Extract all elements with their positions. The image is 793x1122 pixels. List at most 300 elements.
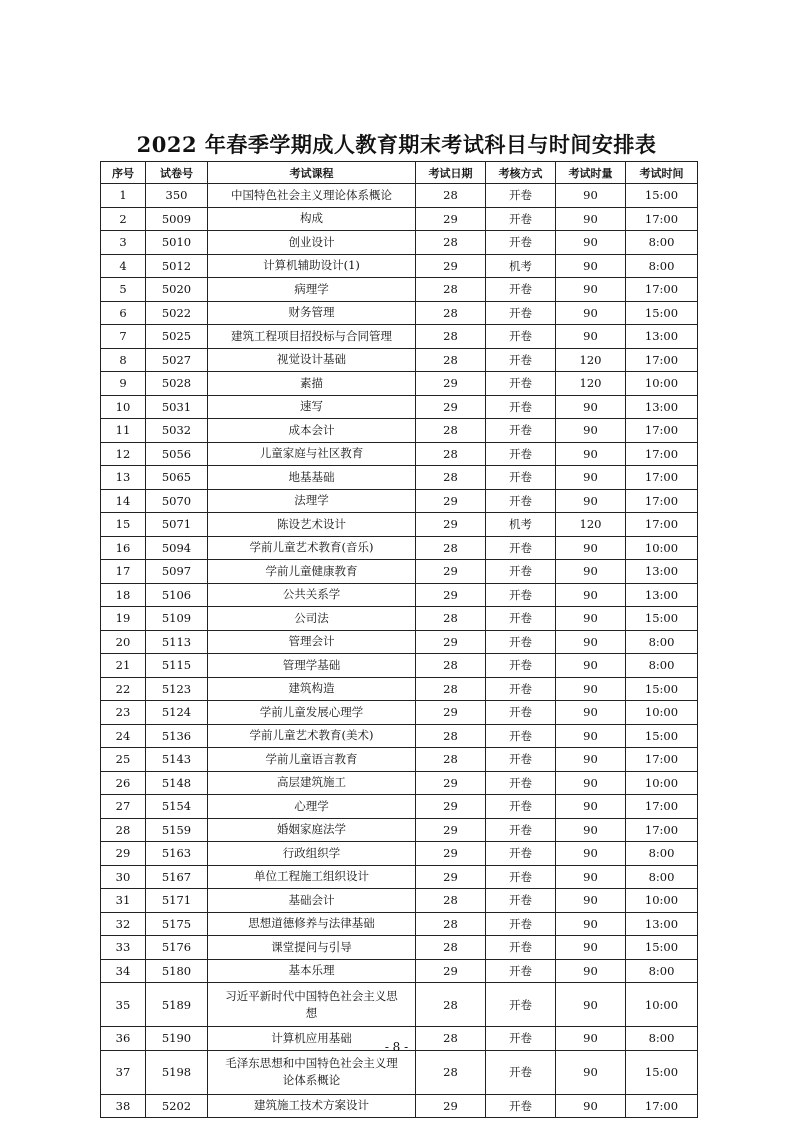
cell-seq: 1: [101, 184, 146, 208]
cell-paper-no: 5190: [146, 1027, 208, 1051]
cell-method: 开卷: [486, 607, 556, 631]
cell-duration: 90: [556, 207, 626, 231]
table-row: [101, 372, 698, 396]
cell-seq: 29: [101, 842, 146, 866]
cell-date: 29: [416, 771, 486, 795]
cell-method: 机考: [486, 254, 556, 278]
cell-date: 28: [416, 748, 486, 772]
cell-seq: 32: [101, 912, 146, 936]
cell-date: 28: [416, 607, 486, 631]
cell-paper-no: 5115: [146, 654, 208, 678]
cell-paper-no: 5025: [146, 325, 208, 349]
cell-paper-no: 5010: [146, 231, 208, 255]
cell-method: 开卷: [486, 231, 556, 255]
cell-course: 病理学: [208, 278, 416, 302]
cell-paper-no: 5032: [146, 419, 208, 443]
cell-seq: 19: [101, 607, 146, 631]
cell-time: 15:00: [626, 301, 698, 325]
cell-method: 开卷: [486, 184, 556, 208]
cell-seq: 15: [101, 513, 146, 537]
cell-time: 13:00: [626, 325, 698, 349]
cell-method: 开卷: [486, 654, 556, 678]
cell-seq: 36: [101, 1027, 146, 1051]
cell-method: 开卷: [486, 630, 556, 654]
table-row: [101, 325, 698, 349]
cell-duration: 90: [556, 795, 626, 819]
cell-method: 开卷: [486, 912, 556, 936]
cell-duration: 120: [556, 372, 626, 396]
cell-date: 28: [416, 936, 486, 960]
cell-time: 15:00: [626, 936, 698, 960]
cell-time: 17:00: [626, 748, 698, 772]
cell-paper-no: 5148: [146, 771, 208, 795]
cell-duration: 90: [556, 325, 626, 349]
cell-duration: 90: [556, 654, 626, 678]
cell-method: 机考: [486, 513, 556, 537]
cell-course: 建筑施工技术方案设计: [208, 1094, 416, 1118]
cell-method: 开卷: [486, 936, 556, 960]
table-row: [101, 536, 698, 560]
cell-time: 17:00: [626, 466, 698, 490]
cell-seq: 25: [101, 748, 146, 772]
cell-method: 开卷: [486, 889, 556, 913]
column-header-time: 考试时间: [626, 162, 698, 184]
cell-paper-no: 5202: [146, 1094, 208, 1118]
cell-time: 17:00: [626, 513, 698, 537]
cell-course: 思想道德修养与法律基础: [208, 912, 416, 936]
cell-seq: 17: [101, 560, 146, 584]
table-row: [101, 842, 698, 866]
cell-duration: 90: [556, 254, 626, 278]
table-row: [101, 607, 698, 631]
cell-course: 毛泽东思想和中国特色社会主义理论体系概论: [208, 1050, 416, 1094]
cell-seq: 12: [101, 442, 146, 466]
cell-duration: 90: [556, 583, 626, 607]
cell-method: 开卷: [486, 325, 556, 349]
cell-seq: 14: [101, 489, 146, 513]
cell-paper-no: 5020: [146, 278, 208, 302]
cell-date: 28: [416, 419, 486, 443]
cell-time: 8:00: [626, 959, 698, 983]
cell-time: 8:00: [626, 842, 698, 866]
cell-seq: 30: [101, 865, 146, 889]
cell-date: 29: [416, 254, 486, 278]
cell-method: 开卷: [486, 983, 556, 1027]
cell-date: 29: [416, 1094, 486, 1118]
cell-time: 13:00: [626, 395, 698, 419]
cell-method: 开卷: [486, 466, 556, 490]
table-row: [101, 1094, 698, 1118]
cell-course: 心理学: [208, 795, 416, 819]
cell-seq: 8: [101, 348, 146, 372]
cell-method: 开卷: [486, 348, 556, 372]
cell-duration: 90: [556, 489, 626, 513]
cell-date: 28: [416, 912, 486, 936]
cell-duration: 120: [556, 348, 626, 372]
cell-paper-no: 5094: [146, 536, 208, 560]
cell-method: 开卷: [486, 536, 556, 560]
cell-paper-no: 5056: [146, 442, 208, 466]
cell-date: 29: [416, 959, 486, 983]
cell-duration: 90: [556, 607, 626, 631]
table-row: [101, 959, 698, 983]
table-row: [101, 677, 698, 701]
cell-course: 速写: [208, 395, 416, 419]
cell-method: 开卷: [486, 724, 556, 748]
column-header-duration: 考试时量: [556, 162, 626, 184]
cell-date: 29: [416, 489, 486, 513]
cell-time: 15:00: [626, 1050, 698, 1094]
cell-date: 29: [416, 583, 486, 607]
cell-duration: 90: [556, 842, 626, 866]
cell-paper-no: 5070: [146, 489, 208, 513]
table-row: [101, 254, 698, 278]
table-row: [101, 442, 698, 466]
cell-duration: 90: [556, 278, 626, 302]
cell-paper-no: 5106: [146, 583, 208, 607]
column-header-date: 考试日期: [416, 162, 486, 184]
cell-paper-no: 5154: [146, 795, 208, 819]
cell-time: 17:00: [626, 489, 698, 513]
cell-seq: 9: [101, 372, 146, 396]
cell-course: 单位工程施工组织设计: [208, 865, 416, 889]
cell-method: 开卷: [486, 795, 556, 819]
cell-date: 29: [416, 513, 486, 537]
cell-date: 29: [416, 207, 486, 231]
cell-course: 构成: [208, 207, 416, 231]
cell-date: 28: [416, 301, 486, 325]
cell-course: 中国特色社会主义理论体系概论: [208, 184, 416, 208]
table-header-row: [101, 162, 698, 184]
cell-method: 开卷: [486, 278, 556, 302]
cell-paper-no: 5009: [146, 207, 208, 231]
table-row: [101, 395, 698, 419]
cell-date: 29: [416, 865, 486, 889]
table-row: [101, 983, 698, 1027]
cell-course: 管理学基础: [208, 654, 416, 678]
cell-duration: 90: [556, 983, 626, 1027]
cell-time: 15:00: [626, 184, 698, 208]
cell-duration: 90: [556, 701, 626, 725]
cell-seq: 13: [101, 466, 146, 490]
cell-time: 10:00: [626, 372, 698, 396]
cell-time: 15:00: [626, 724, 698, 748]
cell-course: 素描: [208, 372, 416, 396]
cell-duration: 90: [556, 1094, 626, 1118]
table-row: [101, 513, 698, 537]
cell-course: 计算机应用基础: [208, 1027, 416, 1051]
table-row: [101, 724, 698, 748]
table-row: [101, 630, 698, 654]
cell-paper-no: 5136: [146, 724, 208, 748]
cell-time: 8:00: [626, 254, 698, 278]
cell-course: 法理学: [208, 489, 416, 513]
cell-paper-no: 5171: [146, 889, 208, 913]
cell-paper-no: 5071: [146, 513, 208, 537]
cell-time: 8:00: [626, 865, 698, 889]
column-header-seq: 序号: [101, 162, 146, 184]
cell-method: 开卷: [486, 865, 556, 889]
cell-duration: 90: [556, 395, 626, 419]
cell-course: 视觉设计基础: [208, 348, 416, 372]
cell-seq: 18: [101, 583, 146, 607]
exam-schedule-table: [100, 161, 698, 1118]
cell-paper-no: 5176: [146, 936, 208, 960]
cell-time: 17:00: [626, 795, 698, 819]
cell-date: 29: [416, 795, 486, 819]
cell-seq: 23: [101, 701, 146, 725]
cell-duration: 90: [556, 630, 626, 654]
cell-seq: 34: [101, 959, 146, 983]
cell-time: 10:00: [626, 536, 698, 560]
cell-date: 29: [416, 701, 486, 725]
cell-time: 17:00: [626, 419, 698, 443]
cell-seq: 35: [101, 983, 146, 1027]
table-row: [101, 701, 698, 725]
table-row: [101, 818, 698, 842]
cell-method: 开卷: [486, 842, 556, 866]
cell-seq: 33: [101, 936, 146, 960]
cell-course: 基础会计: [208, 889, 416, 913]
cell-date: 29: [416, 560, 486, 584]
cell-duration: 90: [556, 419, 626, 443]
cell-time: 8:00: [626, 1027, 698, 1051]
cell-time: 8:00: [626, 231, 698, 255]
cell-method: 开卷: [486, 748, 556, 772]
cell-paper-no: 5027: [146, 348, 208, 372]
cell-date: 28: [416, 442, 486, 466]
cell-paper-no: 5189: [146, 983, 208, 1027]
table-row: [101, 583, 698, 607]
table-row: [101, 466, 698, 490]
cell-seq: 5: [101, 278, 146, 302]
cell-paper-no: 5175: [146, 912, 208, 936]
page-title: 2022 年春季学期成人教育期末考试科目与时间安排表: [136, 132, 657, 157]
cell-seq: 31: [101, 889, 146, 913]
cell-time: 15:00: [626, 607, 698, 631]
cell-time: 17:00: [626, 207, 698, 231]
cell-paper-no: 5180: [146, 959, 208, 983]
page-number: - 8 -: [384, 1040, 409, 1054]
cell-time: 17:00: [626, 278, 698, 302]
cell-seq: 28: [101, 818, 146, 842]
cell-course: 高层建筑施工: [208, 771, 416, 795]
cell-date: 28: [416, 654, 486, 678]
cell-paper-no: 5198: [146, 1050, 208, 1094]
cell-method: 开卷: [486, 583, 556, 607]
cell-course: 学前儿童语言教育: [208, 748, 416, 772]
cell-date: 28: [416, 184, 486, 208]
cell-method: 开卷: [486, 207, 556, 231]
table-row: [101, 184, 698, 208]
cell-duration: 90: [556, 560, 626, 584]
cell-paper-no: 5097: [146, 560, 208, 584]
cell-time: 13:00: [626, 583, 698, 607]
cell-duration: 90: [556, 748, 626, 772]
cell-date: 28: [416, 536, 486, 560]
cell-method: 开卷: [486, 372, 556, 396]
cell-seq: 27: [101, 795, 146, 819]
cell-date: 28: [416, 325, 486, 349]
cell-time: 10:00: [626, 771, 698, 795]
cell-seq: 38: [101, 1094, 146, 1118]
cell-time: 8:00: [626, 654, 698, 678]
cell-course: 建筑构造: [208, 677, 416, 701]
cell-duration: 90: [556, 771, 626, 795]
table-row: [101, 207, 698, 231]
cell-paper-no: 5065: [146, 466, 208, 490]
cell-date: 29: [416, 818, 486, 842]
cell-duration: 90: [556, 1050, 626, 1094]
table-row: [101, 348, 698, 372]
cell-course: 计算机辅助设计(1): [208, 254, 416, 278]
cell-method: 开卷: [486, 818, 556, 842]
cell-course: 成本会计: [208, 419, 416, 443]
table-row: [101, 936, 698, 960]
cell-duration: 90: [556, 959, 626, 983]
cell-seq: 4: [101, 254, 146, 278]
cell-duration: 90: [556, 231, 626, 255]
cell-date: 28: [416, 677, 486, 701]
cell-seq: 7: [101, 325, 146, 349]
cell-seq: 11: [101, 419, 146, 443]
table-row: [101, 865, 698, 889]
table-row: [101, 301, 698, 325]
cell-seq: 6: [101, 301, 146, 325]
cell-paper-no: 5143: [146, 748, 208, 772]
cell-time: 13:00: [626, 912, 698, 936]
cell-duration: 90: [556, 912, 626, 936]
cell-course: 管理会计: [208, 630, 416, 654]
cell-time: 10:00: [626, 983, 698, 1027]
cell-method: 开卷: [486, 959, 556, 983]
cell-date: 28: [416, 466, 486, 490]
cell-seq: 24: [101, 724, 146, 748]
cell-seq: 37: [101, 1050, 146, 1094]
table-row: [101, 231, 698, 255]
cell-duration: 90: [556, 184, 626, 208]
cell-paper-no: 5163: [146, 842, 208, 866]
cell-time: 10:00: [626, 889, 698, 913]
cell-time: 17:00: [626, 818, 698, 842]
table-row: [101, 912, 698, 936]
cell-course: 建筑工程项目招投标与合同管理: [208, 325, 416, 349]
cell-date: 29: [416, 372, 486, 396]
cell-duration: 90: [556, 536, 626, 560]
cell-paper-no: 5113: [146, 630, 208, 654]
cell-method: 开卷: [486, 701, 556, 725]
cell-duration: 90: [556, 818, 626, 842]
table-row: [101, 560, 698, 584]
cell-date: 28: [416, 1027, 486, 1051]
cell-date: 28: [416, 231, 486, 255]
cell-time: 8:00: [626, 630, 698, 654]
cell-seq: 20: [101, 630, 146, 654]
cell-seq: 10: [101, 395, 146, 419]
cell-paper-no: 5031: [146, 395, 208, 419]
cell-date: 28: [416, 1050, 486, 1094]
cell-duration: 90: [556, 865, 626, 889]
cell-seq: 2: [101, 207, 146, 231]
cell-time: 15:00: [626, 677, 698, 701]
cell-duration: 90: [556, 466, 626, 490]
cell-method: 开卷: [486, 419, 556, 443]
column-header-paper-no: 试卷号: [146, 162, 208, 184]
column-header-course: 考试课程: [208, 162, 416, 184]
cell-time: 13:00: [626, 560, 698, 584]
cell-paper-no: 5012: [146, 254, 208, 278]
cell-course: 公司法: [208, 607, 416, 631]
cell-method: 开卷: [486, 395, 556, 419]
cell-time: 17:00: [626, 442, 698, 466]
table-row: [101, 654, 698, 678]
cell-method: 开卷: [486, 560, 556, 584]
cell-course: 课堂提问与引导: [208, 936, 416, 960]
cell-paper-no: 5124: [146, 701, 208, 725]
table-row: [101, 771, 698, 795]
cell-seq: 21: [101, 654, 146, 678]
cell-paper-no: 5159: [146, 818, 208, 842]
cell-course: 财务管理: [208, 301, 416, 325]
table-row: [101, 889, 698, 913]
cell-date: 29: [416, 842, 486, 866]
cell-date: 29: [416, 630, 486, 654]
cell-date: 28: [416, 889, 486, 913]
cell-course: 地基基础: [208, 466, 416, 490]
cell-duration: 90: [556, 301, 626, 325]
cell-date: 28: [416, 983, 486, 1027]
cell-course: 婚姻家庭法学: [208, 818, 416, 842]
cell-seq: 16: [101, 536, 146, 560]
cell-method: 开卷: [486, 489, 556, 513]
cell-duration: 120: [556, 513, 626, 537]
cell-course: 公共关系学: [208, 583, 416, 607]
cell-method: 开卷: [486, 677, 556, 701]
table-body: [101, 184, 698, 1118]
cell-course: 基本乐理: [208, 959, 416, 983]
cell-method: 开卷: [486, 301, 556, 325]
cell-date: 28: [416, 348, 486, 372]
cell-paper-no: 5123: [146, 677, 208, 701]
cell-duration: 90: [556, 936, 626, 960]
cell-method: 开卷: [486, 1050, 556, 1094]
cell-method: 开卷: [486, 442, 556, 466]
cell-date: 28: [416, 724, 486, 748]
cell-time: 10:00: [626, 701, 698, 725]
cell-course: 学前儿童发展心理学: [208, 701, 416, 725]
cell-method: 开卷: [486, 771, 556, 795]
cell-method: 开卷: [486, 1027, 556, 1051]
cell-paper-no: 5109: [146, 607, 208, 631]
table-row: [101, 419, 698, 443]
cell-duration: 90: [556, 677, 626, 701]
cell-paper-no: 5022: [146, 301, 208, 325]
cell-course: 陈设艺术设计: [208, 513, 416, 537]
cell-seq: 22: [101, 677, 146, 701]
table-row: [101, 489, 698, 513]
table-row: [101, 278, 698, 302]
cell-duration: 90: [556, 1027, 626, 1051]
cell-seq: 26: [101, 771, 146, 795]
cell-course: 行政组织学: [208, 842, 416, 866]
cell-time: 17:00: [626, 348, 698, 372]
cell-method: 开卷: [486, 1094, 556, 1118]
table-row: [101, 795, 698, 819]
cell-paper-no: 350: [146, 184, 208, 208]
cell-paper-no: 5028: [146, 372, 208, 396]
cell-paper-no: 5167: [146, 865, 208, 889]
cell-date: 29: [416, 395, 486, 419]
